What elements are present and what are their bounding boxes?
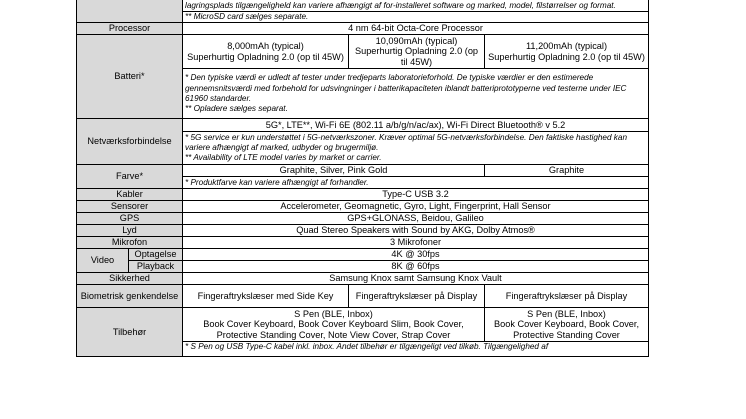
cables-value: Type-C USB 3.2 bbox=[183, 189, 649, 201]
battery-charging: Superhurtig Opladning 2.0 (op til 45W) bbox=[354, 46, 479, 68]
biometric-value-2: Fingeraftrykslæser på Display bbox=[349, 285, 485, 308]
video-play-value: 8K @ 60fps bbox=[183, 261, 649, 273]
sensors-label: Sensorer bbox=[77, 201, 183, 213]
network-label: Netværksforbindelse bbox=[77, 119, 183, 165]
battery-charging: Superhurtig Opladning 2.0 (op til 45W) bbox=[187, 51, 344, 62]
accessories-label: Tilbehør bbox=[77, 308, 183, 357]
storage-label bbox=[77, 0, 183, 23]
spec-table bbox=[76, 0, 649, 357]
accessories-right-1: S Pen (BLE, Inbox) bbox=[527, 308, 606, 319]
network-value: 5G*, LTE**, Wi-Fi 6E (802.11 a/b/g/n/ac/ax), Wi-Fi Direct Bluetooth® v 5.2 bbox=[183, 119, 649, 132]
processor-value: 4 nm 64-bit Octa-Core Processor bbox=[183, 23, 649, 35]
security-value: Samsung Knox samt Samsung Knox Vault bbox=[183, 273, 649, 285]
network-note-2: ** Availability of LTE model varies by market or carrier. bbox=[185, 153, 382, 163]
video-play-label: Playback bbox=[129, 261, 183, 273]
accessories-right-3: Protective Standing Cover bbox=[513, 330, 620, 341]
battery-model-3 bbox=[485, 35, 649, 69]
battery-model-1 bbox=[183, 35, 349, 69]
biometric-value-3: Fingeraftrykslæser på Display bbox=[485, 285, 649, 308]
battery-model-2 bbox=[349, 35, 485, 69]
battery-capacity: 8,000mAh (typical) bbox=[227, 40, 304, 51]
color-value-right: Graphite bbox=[485, 165, 649, 177]
biometric-label: Biometrisk genkendelse bbox=[77, 285, 183, 308]
video-rec-value: 4K @ 30fps bbox=[183, 249, 649, 261]
storage-note-2: ** MicroSD card sælges separate. bbox=[183, 12, 649, 23]
gps-value: GPS+GLONASS, Beidou, Galileo bbox=[183, 213, 649, 225]
color-label: Farve* bbox=[77, 165, 183, 189]
sensors-value: Accelerometer, Geomagnetic, Gyro, Light, Fingerprint, Hall Sensor bbox=[183, 201, 649, 213]
battery-charging: Superhurtig Opladning 2.0 (op til 45W) bbox=[488, 51, 645, 62]
accessories-note: * S Pen og USB Type-C kabel inkl. inbox. Andet tilbehør er tilgængeligt ved tilkøb. Tilgængelighed af bbox=[183, 342, 649, 357]
battery-note-1: * Den typiske værdi er udledt af tester under tredjeparts laboratorieforhold. De typiske værdier er den estimerede gennemsnitsværdi med forbehold for udsvingninger i batterikapaciteten iblandt batteriprototyperne ved testerne under IEC 61960 standarder. bbox=[185, 73, 627, 103]
battery-note-2: ** Opladere sælges separat. bbox=[185, 103, 288, 113]
mic-label: Mikrofon bbox=[77, 237, 183, 249]
video-rec-label: Optagelse bbox=[129, 249, 183, 261]
network-note-1: * 5G service er kun understøttet i 5G-netværkszoner. Kræver optimal 5G-netværksforbindelse. Den faktiske hastighed kan variere afhængigt af marked, udbyder og brugermiljø. bbox=[185, 132, 628, 153]
battery-label: Batteri* bbox=[77, 35, 183, 119]
storage-note-line: lagringsplads tilgængeligheld kan variere afhængigt af for-installeret software og marked, model, filstørrelser og format. bbox=[185, 0, 616, 10]
security-label: Sikkerhed bbox=[77, 273, 183, 285]
battery-capacity: 10,090mAh (typical) bbox=[375, 35, 458, 46]
accessories-left-2: Book Cover Keyboard, Book Cover Keyboard Slim, Book Cover, bbox=[203, 319, 464, 330]
sound-label: Lyd bbox=[77, 225, 183, 237]
accessories-left bbox=[183, 308, 485, 342]
cables-label: Kabler bbox=[77, 189, 183, 201]
battery-capacity: 11,200mAh (typical) bbox=[525, 40, 608, 51]
biometric-value-1: Fingeraftrykslæser med Side Key bbox=[183, 285, 349, 308]
sound-value: Quad Stereo Speakers with Sound by AKG, Dolby Atmos® bbox=[183, 225, 649, 237]
accessories-left-1: S Pen (BLE, Inbox) bbox=[294, 308, 373, 319]
accessories-right-2: Book Cover Keyboard, Book Cover, bbox=[493, 319, 640, 330]
accessories-left-3: Protective Standing Cover, Note View Cover, Strap Cover bbox=[216, 330, 451, 341]
storage-note bbox=[183, 0, 649, 12]
video-label: Video bbox=[77, 249, 129, 273]
gps-label: GPS bbox=[77, 213, 183, 225]
mic-value: 3 Mikrofoner bbox=[183, 237, 649, 249]
color-value-left: Graphite, Silver, Pink Gold bbox=[183, 165, 485, 177]
network-note bbox=[183, 132, 649, 165]
color-note: * Produktfarve kan variere afhængigt af forhandler. bbox=[183, 177, 649, 189]
accessories-right bbox=[485, 308, 649, 342]
processor-label: Processor bbox=[77, 23, 183, 35]
battery-note bbox=[183, 69, 649, 119]
